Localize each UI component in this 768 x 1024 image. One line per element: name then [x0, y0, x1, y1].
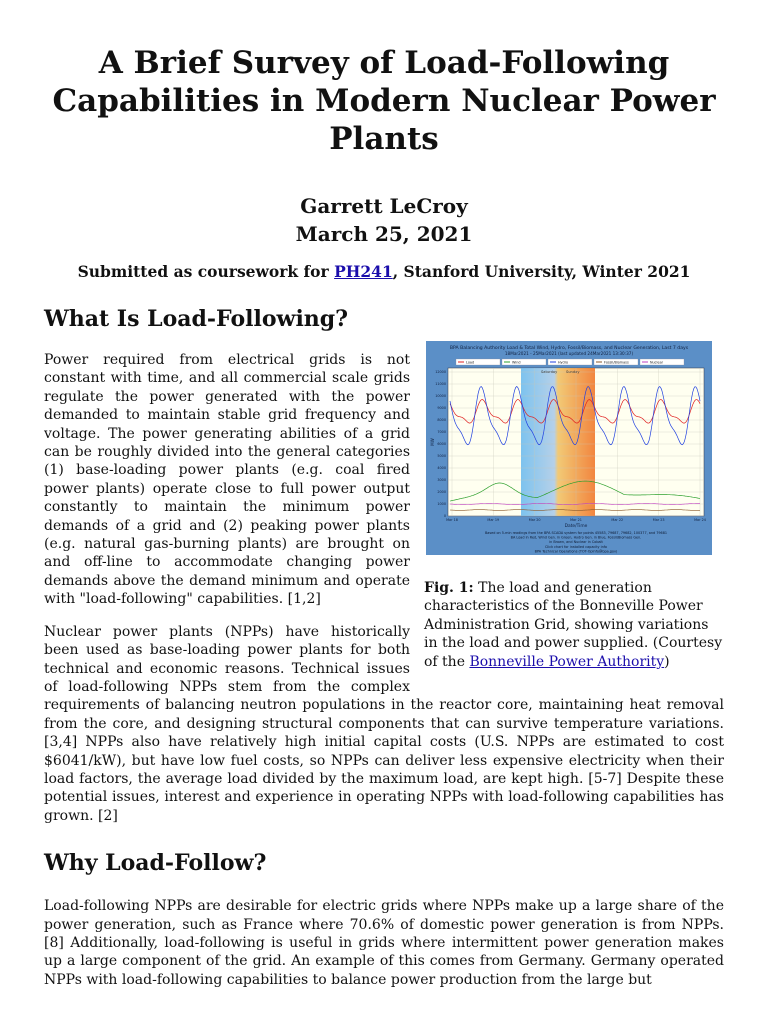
- legend-label: Nuclear: [650, 360, 664, 365]
- figure-caption: [424, 579, 724, 671]
- footer-line: BA Load in Red, Wind Gen. in Green, Hydro Gen. in Blue, Fossil/Biomass Gen.: [510, 535, 642, 540]
- x-tick-label: Mar 18: [446, 518, 458, 522]
- course-link[interactable]: PH241: [334, 262, 393, 281]
- caption-label: Fig. 1:: [424, 580, 474, 596]
- footer-line: Click chart for installed capacity info: [544, 544, 608, 549]
- legend-label: Wind: [512, 360, 521, 365]
- y-tick-label: 2000: [437, 490, 446, 495]
- legend-label: Load: [466, 360, 475, 365]
- chart-title: BPA Balancing Authority Load & Total Wind, Hydro, Fossil/Biomass, and Nuclear Generation, Last 7 days: [449, 346, 689, 351]
- caption-text: The load and generation characteristics of the Bonneville Power Administration Grid, showing variations in the load and power supplied. (Courtesy of the: [424, 580, 723, 670]
- submission-suffix: , Stanford University, Winter 2021: [392, 262, 691, 281]
- y-tick-label: 4000: [437, 466, 446, 471]
- document-title: A Brief Survey of Load-Following Capabilities in Modern Nuclear Power Plants: [52, 45, 716, 157]
- y-tick-label: 9000: [437, 406, 446, 411]
- y-tick-label: 5000: [437, 454, 446, 459]
- author-block: [44, 192, 724, 248]
- y-axis-label: MW: [430, 438, 435, 446]
- y-tick-label: 1000: [437, 502, 446, 507]
- submission-note: [44, 262, 724, 281]
- chart-subtitle: 18Mar2021 - 25Mar2021 (last updated 24Mar2021 13:30:37): [504, 351, 634, 356]
- y-tick-label: 8000: [437, 418, 446, 423]
- document-date: March 25, 2021: [295, 222, 473, 246]
- paragraph: Power required from electrical grids is not constant with time, and all commercial scale grids regulate the power generated with the power demanded to maintain stable grid frequency and voltage. The power generating abilities of a grid can be roughly divided into the general categories (1) base-loading power plants (e.g. coal fired power plants) operate close to full power output constantly to maintain the minimum power demands of a grid and (2) peaking power plants (e.g. natural gas-burning plants) are brought on and off-line to accommodate changing power demands above the demand minimum and operate with "load-following" capabilities. [1,2]: [44, 352, 410, 608]
- paragraph: Nuclear power plants (NPPs) have historically been used as base-loading power plants for both technical and economic reasons. Technical issues of load-following NPPs stem from the complex requirements of balancing neutron populations in the reactor core, maintaining heat removal from the core, and designing structural components that can survive temperature variations. [3,4] NPPs also have relatively high initial capital costs (U.S. NPPs are estimated to cost $6041/kW), but have low fuel costs, so NPPs can deliver less expensive electricity when their load factors, the average load divided by the maximum load, are kept high. [5-7] Despite these potential issues, interest and experience in operating NPPs with load-following capabilities has grown. [2]: [44, 623, 724, 824]
- y-tick-label: 12000: [435, 370, 446, 375]
- bpa-load-chart-image: [426, 341, 712, 555]
- y-tick-label: 3000: [437, 478, 446, 483]
- section-heading: What Is Load-Following?: [44, 306, 349, 332]
- legend-label: Fossil/Biomass: [604, 360, 629, 365]
- bpa-link[interactable]: Bonneville Power Authority: [469, 653, 665, 670]
- legend-label: Hydro: [558, 360, 569, 365]
- x-tick-label: Mar 22: [611, 518, 624, 522]
- x-axis-label: Date/Time: [564, 524, 588, 529]
- section-heading: Why Load-Follow?: [44, 850, 267, 877]
- x-tick-label: Mar 21: [570, 518, 582, 522]
- weekend-label-saturday: Saturday: [541, 370, 558, 374]
- x-tick-label: Mar 23: [652, 518, 665, 522]
- paragraph: Load-following NPPs are desirable for electric grids where NPPs make up a large share of the power generation, such as France where 70.6% of domestic power generation is from NPPs. [8] Additionally, load-following is useful in grids where intermittent power generation makes up a large component of the grid. An example of this comes from Germany. Germany operated NPPs with load-following capabilities to balance power production from the large but: [44, 898, 724, 988]
- author-name: Garrett LeCroy: [300, 194, 468, 218]
- y-tick-label: 7000: [437, 430, 446, 435]
- footer-line: in Brown, and Nuclear in Cobalt: [549, 540, 603, 545]
- caption-end: ): [664, 653, 670, 670]
- footer-line: BPA Technical Operations (TOT-OpInfo@bpa.gov): [534, 549, 618, 554]
- y-tick-label: 0: [443, 514, 446, 519]
- weekend-band: [521, 368, 595, 516]
- x-tick-label: Mar 20: [528, 518, 541, 522]
- y-tick-label: 11000: [435, 382, 446, 387]
- footer-line: Based on 5-min readings from the BPA SCADA system for points 45583, 79687, 79682, 100377, and 79681: [484, 531, 668, 535]
- x-tick-label: Mar 24: [694, 518, 706, 522]
- x-tick-label: Mar 19: [487, 518, 500, 522]
- figure-1: [424, 341, 724, 671]
- chart-legend: [456, 359, 684, 365]
- weekend-label-sunday: Sunday: [566, 370, 580, 374]
- y-tick-label: 10000: [435, 394, 446, 399]
- y-tick-label: 6000: [437, 442, 446, 447]
- submission-prefix: Submitted as coursework for: [77, 262, 335, 281]
